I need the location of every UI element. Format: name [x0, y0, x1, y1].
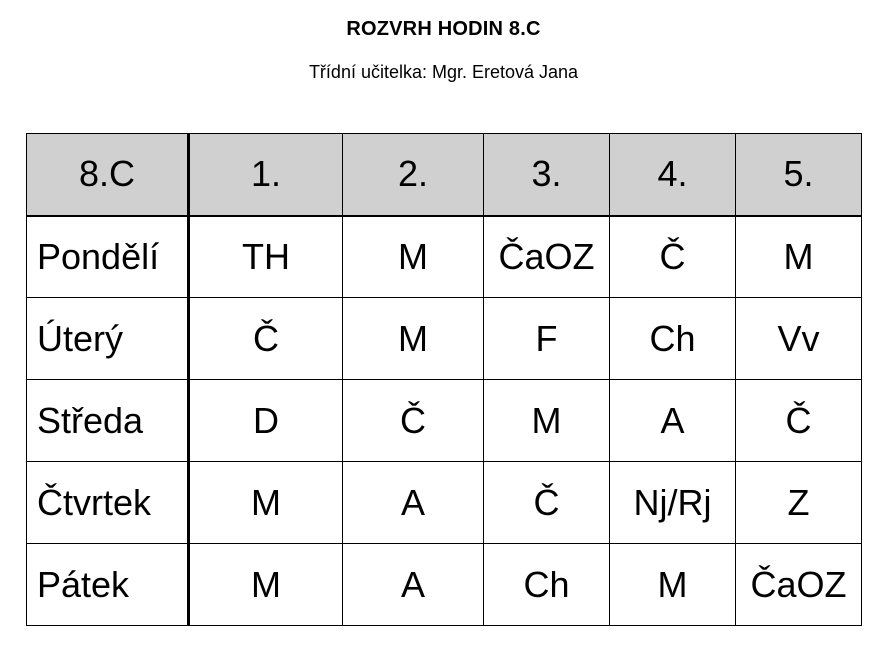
lesson-cell: TH — [189, 216, 343, 298]
table-row — [27, 462, 862, 544]
day-label: Pondělí — [27, 216, 189, 298]
lesson-cell: M — [343, 216, 484, 298]
period-header: 4. — [610, 134, 736, 216]
lesson-cell: A — [343, 544, 484, 626]
period-header: 3. — [484, 134, 610, 216]
lesson-cell: Č — [343, 380, 484, 462]
lesson-cell: Z — [736, 462, 862, 544]
table-row — [27, 216, 862, 298]
lesson-cell: Č — [610, 216, 736, 298]
lesson-cell: Nj/Rj — [610, 462, 736, 544]
lesson-cell: Č — [736, 380, 862, 462]
lesson-cell: ČaOZ — [736, 544, 862, 626]
day-label: Úterý — [27, 298, 189, 380]
period-header: 5. — [736, 134, 862, 216]
page-title: ROZVRH HODIN 8.C — [346, 18, 541, 40]
lesson-cell: ČaOZ — [484, 216, 610, 298]
lesson-cell: M — [610, 544, 736, 626]
lesson-cell: Č — [484, 462, 610, 544]
header-row — [27, 134, 862, 216]
lesson-cell: M — [343, 298, 484, 380]
lesson-cell: M — [736, 216, 862, 298]
lesson-cell: Ch — [610, 298, 736, 380]
class-label: 8.C — [27, 134, 189, 216]
lesson-cell: M — [189, 544, 343, 626]
table-row — [27, 298, 862, 380]
class-teacher: Třídní učitelka: Mgr. Eretová Jana — [308, 62, 579, 82]
lesson-cell: Ch — [484, 544, 610, 626]
lesson-cell: A — [610, 380, 736, 462]
lesson-cell: Vv — [736, 298, 862, 380]
table-row — [27, 544, 862, 626]
period-header: 2. — [343, 134, 484, 216]
table-row — [27, 380, 862, 462]
day-label: Středa — [27, 380, 189, 462]
lesson-cell: M — [484, 380, 610, 462]
lesson-cell: D — [189, 380, 343, 462]
lesson-cell: Č — [189, 298, 343, 380]
lesson-cell: F — [484, 298, 610, 380]
day-label: Čtvrtek — [27, 462, 189, 544]
timetable — [26, 133, 862, 626]
lesson-cell: A — [343, 462, 484, 544]
lesson-cell: M — [189, 462, 343, 544]
day-label: Pátek — [27, 544, 189, 626]
period-header: 1. — [189, 134, 343, 216]
